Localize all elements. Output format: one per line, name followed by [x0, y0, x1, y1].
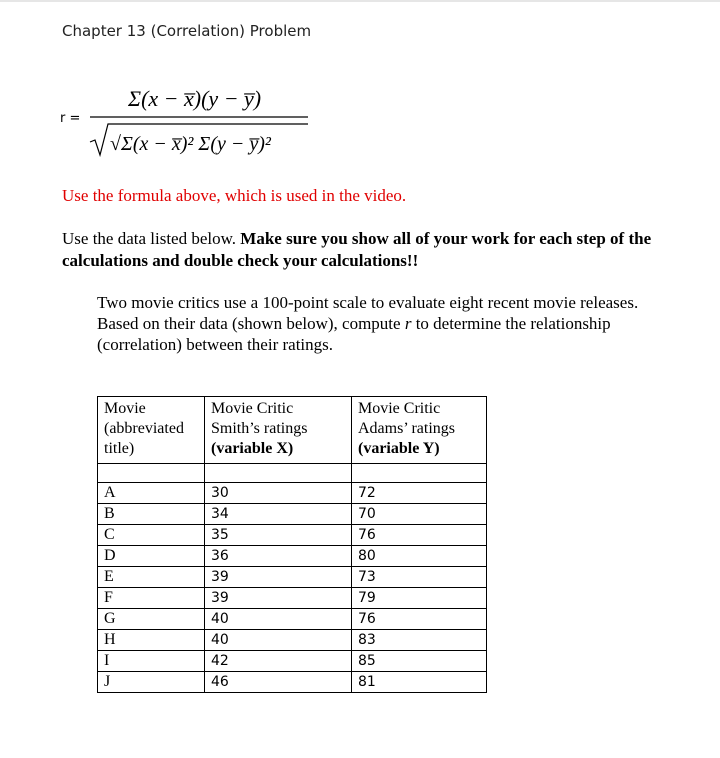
table-row — [98, 567, 487, 588]
cell-movie: C — [98, 525, 205, 546]
cell-x: 34 — [205, 504, 352, 525]
header-adams: Movie Critic Adams’ ratings (variable Y) — [352, 397, 487, 464]
top-border — [0, 0, 720, 2]
table-row — [98, 504, 487, 525]
formula-lhs: r = — [60, 111, 81, 126]
cell-movie: D — [98, 546, 205, 567]
cell-y: 76 — [352, 525, 487, 546]
header-movie: Movie (abbreviated title) — [98, 397, 205, 464]
cell-x: 36 — [205, 546, 352, 567]
cell-x: 39 — [205, 567, 352, 588]
formula-note: Use the formula above, which is used in the video. — [62, 186, 407, 205]
cell-x: 35 — [205, 525, 352, 546]
correlation-formula — [60, 70, 330, 170]
instructions — [62, 228, 662, 272]
ratings-table — [97, 396, 487, 693]
cell-y: 79 — [352, 588, 487, 609]
cell-x: 30 — [205, 483, 352, 504]
cell-y: 76 — [352, 609, 487, 630]
instructions-lead: Use the data listed below. — [62, 229, 237, 248]
cell-movie: H — [98, 630, 205, 651]
table-row — [98, 525, 487, 546]
cell-movie: I — [98, 651, 205, 672]
cell-movie: F — [98, 588, 205, 609]
formula-denominator: √Σ(x − x̅)² Σ(y − y̅)² — [110, 133, 271, 155]
problem-part2: to determine the relationship (correlation) between their ratings. — [97, 314, 611, 354]
table-row — [98, 630, 487, 651]
cell-y: 70 — [352, 504, 487, 525]
cell-movie: J — [98, 672, 205, 693]
cell-x: 40 — [205, 630, 352, 651]
table-row — [98, 483, 487, 504]
problem-part1: Two movie critics use a 100-point scale to evaluate eight recent movie releases. Based on their data (shown below), compute — [97, 293, 639, 333]
cell-x: 42 — [205, 651, 352, 672]
cell-x: 40 — [205, 609, 352, 630]
problem-variable: r — [404, 314, 412, 333]
cell-y: 83 — [352, 630, 487, 651]
table-row — [98, 588, 487, 609]
cell-y: 81 — [352, 672, 487, 693]
cell-movie: B — [98, 504, 205, 525]
cell-y: 85 — [352, 651, 487, 672]
table-spacer-row — [98, 464, 487, 483]
table-row — [98, 672, 487, 693]
formula-numerator: Σ(x − x̅)(y − y̅) — [128, 86, 262, 111]
header-smith: Movie Critic Smith’s ratings (variable X) — [205, 397, 352, 464]
cell-y: 80 — [352, 546, 487, 567]
instructions-emphasis: Make sure you show all of your work for each step of the calculations and double check your calculations!! — [62, 229, 652, 270]
cell-y: 72 — [352, 483, 487, 504]
cell-y: 73 — [352, 567, 487, 588]
table-row — [98, 609, 487, 630]
cell-x: 39 — [205, 588, 352, 609]
cell-movie: E — [98, 567, 205, 588]
problem-statement — [97, 292, 657, 355]
table-row — [98, 546, 487, 567]
table-row — [98, 651, 487, 672]
cell-movie: G — [98, 609, 205, 630]
table-header-row — [98, 397, 487, 464]
cell-x: 46 — [205, 672, 352, 693]
chapter-title: Chapter 13 (Correlation) Problem — [62, 22, 312, 40]
cell-movie: A — [98, 483, 205, 504]
